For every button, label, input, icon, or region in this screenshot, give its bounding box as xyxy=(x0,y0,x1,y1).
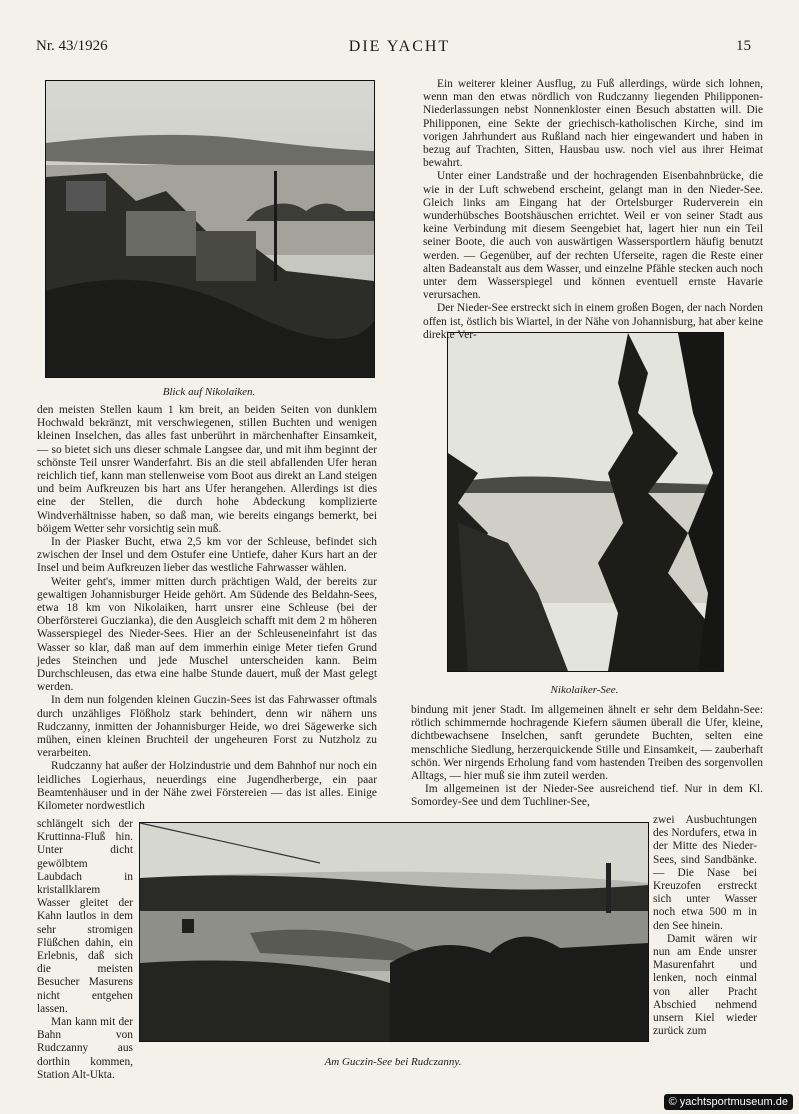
photo-nikolaiker-see xyxy=(447,332,724,672)
left-column-text xyxy=(37,404,377,816)
left-paragraph-4: In dem nun folgenden kleinen Guczin-Sees ist das Fahrwasser oftmals durch unzähliges Flößholz stark behindert, denn wir nähern uns Rudczanny, inmitten der Johannisburger Heide, wo drei Sägewerke sich mühen, einen kleinen Bruchteil der ungeheuren Forst zu Nutzholz zu verarbeiten. xyxy=(37,694,377,760)
right-column-top-text xyxy=(423,78,763,341)
copyright-watermark: © yachtsportmuseum.de xyxy=(664,1094,793,1110)
left-paragraph-1: den meisten Stellen kaum 1 km breit, an beiden Seiten von dunklem Hochwald bekränzt, mit verschwiegenen, stillen Buchten und wenigen kleinen Inselchen, das alles fast unberührt in märchenhafter Einsamkeit, — so bietet sich uns dieser schmale Langsee dar, und mit ihm beginnt der schönste Teil unsrer Wanderfahrt. Bis an die steil abfallenden Ufer heran reichlich tief, kann man stellenweise vom Boot aus direkt an Land steigen und beim Aufkreuzen bis hart ans Ufer herangehen. Allerdings ist dies eine der Stellen, die durch hohe Abdeckung komplizierte Windverhältnisse haben, so daß man, wie bereits eingangs bemerkt, bei böigem Wetter sehr vorsichtig sein muß. xyxy=(37,404,377,535)
left-narrow-paragraph-1: schlängelt sich der Kruttinna-Fluß hin. Unter dicht gewölbtem Laubdach in kristallklarem Wasser gleitet der Kahn lautlos in dem sehr stromigen Flüßchen dahin, ein Erlebnis, daß sich die meisten Besucher Masurens nicht entgehen lassen. xyxy=(37,818,133,1015)
magazine-title: DIE YACHT xyxy=(348,38,451,55)
left-narrow-text xyxy=(37,818,133,1081)
photo-guczin-see xyxy=(139,822,649,1042)
right-paragraph-3: Der Nieder-See erstreckt sich in einem großen Bogen, der nach Norden offen ist, östlich bis Wiartel, in der Nähe von Johannisburg, hat aber keine direkte Ver- xyxy=(423,302,763,341)
right-narrow-paragraph-1: zwei Ausbuchtungen des Nordufers, etwa in der Mitte des Nieder-Sees, sind Sandbänke. — Die Nase bei Kreuzofen erstreckt sich unter Wasser noch etwa 500 m in den See hinein. xyxy=(653,814,757,932)
left-paragraph-5: Rudczanny hat außer der Holzindustrie und dem Bahnhof nur noch ein leidliches Logierhaus, neuerdings eine Jugendherberge, ein paar Beamtenhäuser und in der Nähe zwei Förstereien — das ist alles. Einige Kilometer nordwestlich xyxy=(37,760,377,813)
right-mid-paragraph-1: bindung mit jener Stadt. Im allgemeinen ähnelt er sehr dem Beldahn-See: rötlich schimmernde hochragende Kiefern säumen überall die Ufer, kleine, dichtbewachsene Inselchen, sanft gerundete Buchten, selten eine menschliche Siedlung, herzerquickende Stille und Einsamkeit, — zauberhaft schön. Wer nirgends Erholung fand vom hastenden Treiben des sorgenvollen Alltags, — hier muß sie ihm zuteil werden. xyxy=(411,704,763,783)
caption-nikolaiker-see: Nikolaiker-See. xyxy=(550,684,619,696)
right-paragraph-1: Ein weiterer kleiner Ausflug, zu Fuß allerdings, würde sich lohnen, wenn man den etwas nördlich von Rudczanny liegenden Philipponen-Niederlassungen nebst Nonnenkloster einen Besuch abstatten will. Die Philipponen, eine Sekte der griechisch-katholischen Kirche, sind im vorigen Jahrhundert aus Rußland nach hier eingewandert und haben in bezug auf Trachten, Sitten, Hausbau usw. noch viel aus ihrer Heimat bewahrt. xyxy=(423,78,763,170)
left-paragraph-2: In der Piasker Bucht, etwa 2,5 km vor der Schleuse, befindet sich zwischen der Insel und dem Ostufer eine Untiefe, daher Kurs hart an der Insel und beim Aufkreuzen lieber das westliche Fahrwasser wählen. xyxy=(37,536,377,575)
left-narrow-paragraph-2: Man kann mit der Bahn von Rudczanny aus dorthin kommen, Station Alt-Ukta. xyxy=(37,1016,133,1081)
right-narrow-paragraph-2: Damit wären wir nun am Ende unsrer Masurenfahrt und lenken, noch einmal von aller Pracht Abschied nehmend unsern Kiel wieder zurück zum xyxy=(653,932,757,1038)
right-narrow-text xyxy=(653,814,757,1076)
caption-guczin-see: Am Guczin-See bei Rudczanny. xyxy=(324,1056,462,1068)
issue-number: Nr. 43/1926 xyxy=(36,38,108,54)
page-number: 15 xyxy=(736,38,751,54)
right-column-mid-text xyxy=(411,704,763,812)
caption-nikolaiken: Blick auf Nikolaiken. xyxy=(162,386,256,398)
right-paragraph-2: Unter einer Landstraße und der hochragenden Eisenbahnbrücke, die wie in der Luft schwebend erscheint, gelangt man in den Nieder-See. Gleich links am Eingang hat der Ortelsburger Ruderverein ein wunderhübsches Bootshäuschen errichtet. Weil er von seiner Stadt aus keine Verbindung mit diesem Seengebiet hat, lagert hier nun ein Teil seiner Boote, die auch von auswärtigen Wassersportlern häufig benutzt werden. — Gegenüber, auf der rechten Uferseite, ragen die Reste einer alten Badeanstalt aus dem Wasser, und einzelne Pfähle stecken auch noch unter dem Wasserspiegel und können eventuell ernste Havarie verursachen. xyxy=(423,170,763,302)
left-paragraph-3: Weiter geht's, immer mitten durch prächtigen Wald, der bereits zur gewaltigen Johannisburger Heide gehört. Am Südende des Beldahn-Sees, etwa 18 km von Nikolaiken, harrt unsrer eine Schleuse (bei der Oberförsterei Guczianka), die den Ausgleich schafft mit dem 2 m höheren Wasserspiegel des Nieder-Sees. Hier an der Schleuseneinfahrt ist das Wasser so klar, daß man auf dem immerhin einige Meter tiefen Grund jedes Steinchen und jede Muschel unterscheiden kann. Beim Durchschleusen, das etwa eine halbe Stunde dauert, muß der Mast gelegt werden. xyxy=(37,575,377,694)
photo-nikolaiken xyxy=(45,80,375,378)
right-mid-paragraph-2: Im allgemeinen ist der Nieder-See ausreichend tief. Nur in dem Kl. Somordey-See und dem Tuchliner-See, xyxy=(411,783,763,809)
